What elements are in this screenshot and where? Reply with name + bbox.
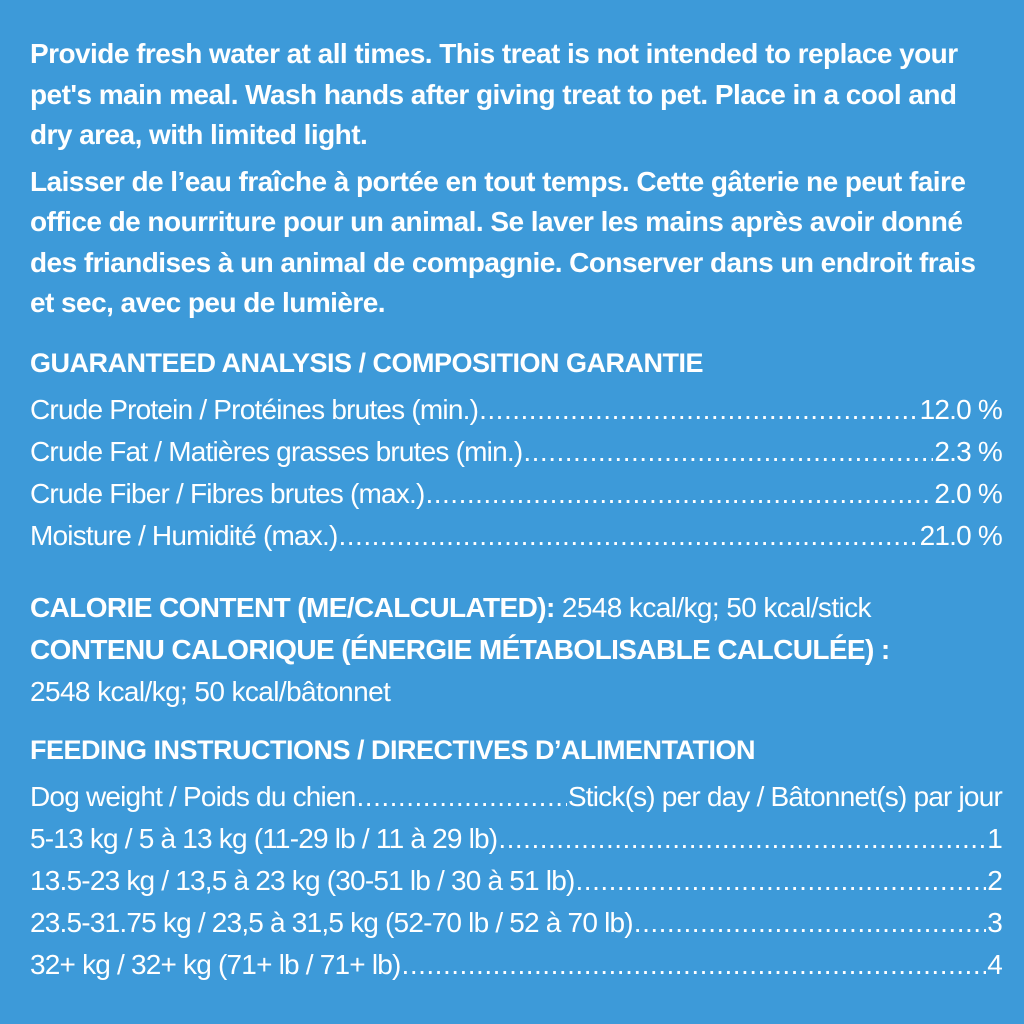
feeding-sticks: 2 xyxy=(987,864,1002,896)
analysis-label: Crude Fiber / Fibres brutes (max.) xyxy=(30,477,425,509)
feeding-row xyxy=(30,902,1002,944)
analysis-value: 12.0 % xyxy=(919,393,1002,425)
dot-leader xyxy=(425,473,933,515)
feeding-sticks: 4 xyxy=(987,948,1002,980)
dot-leader xyxy=(357,776,567,818)
calorie-french-label: CONTENU CALORIQUE (ÉNERGIE MÉTABOLISABLE CALCULÉE) : xyxy=(30,633,890,665)
calorie-english-label: CALORIE CONTENT (ME/CALCULATED): xyxy=(30,591,555,623)
dot-leader xyxy=(523,431,933,473)
feeding-weight: 13.5-23 kg / 13,5 à 23 kg (30-51 lb / 30 à 51 lb) xyxy=(30,864,575,896)
analysis-value: 21.0 % xyxy=(919,519,1002,551)
analysis-label: Crude Protein / Protéines brutes (min.) xyxy=(30,393,479,425)
calorie-english-value: 2548 kcal/kg; 50 kcal/stick xyxy=(554,591,871,623)
intro-french: Laisser de l’eau fraîche à portée en tout temps. Cette gâterie ne peut faire office de nourriture pour un animal. Se laver les mains après avoir donné des friandises à un animal de compagnie. Conserver dans un endroit frais et sec, avec peu de lumière. xyxy=(30,165,976,318)
analysis-heading: GUARANTEED ANALYSIS / COMPOSITION GARANTIE xyxy=(30,347,704,378)
analysis-table xyxy=(30,389,1002,557)
analysis-label: Crude Fat / Matières grasses brutes (min.) xyxy=(30,435,523,467)
feeding-heading: FEEDING INSTRUCTIONS / DIRECTIVES D’ALIMENTATION xyxy=(30,734,756,765)
feeding-header-weight: Dog weight / Poids du chien xyxy=(30,780,356,812)
calorie-content xyxy=(30,587,1002,713)
analysis-row-fat xyxy=(30,431,1002,473)
feeding-sticks: 1 xyxy=(987,822,1002,854)
dot-leader xyxy=(339,515,919,557)
feeding-weight: 32+ kg / 32+ kg (71+ lb / 71+ lb) xyxy=(30,948,401,980)
calorie-english xyxy=(30,587,1002,629)
feeding-row xyxy=(30,944,1002,986)
feeding-weight: 5-13 kg / 5 à 13 kg (11-29 lb / 11 à 29 lb) xyxy=(30,822,498,854)
dot-leader xyxy=(498,818,986,860)
dot-leader xyxy=(479,389,919,431)
analysis-row-protein xyxy=(30,389,1002,431)
feeding-table xyxy=(30,776,1002,986)
feeding-weight: 23.5-31.75 kg / 23,5 à 31,5 kg (52-70 lb / 52 à 70 lb) xyxy=(30,906,633,938)
feeding-sticks: 3 xyxy=(987,906,1002,938)
analysis-row-fiber xyxy=(30,473,1002,515)
analysis-label: Moisture / Humidité (max.) xyxy=(30,519,338,551)
feeding-header-sticks: Stick(s) per day / Bâtonnet(s) par jour xyxy=(567,780,1002,812)
feeding-header-row xyxy=(30,776,1002,818)
feeding-row xyxy=(30,818,1002,860)
analysis-value: 2.3 % xyxy=(934,435,1002,467)
calorie-french-value: 2548 kcal/kg; 50 kcal/bâtonnet xyxy=(30,675,391,707)
intro-english: Provide fresh water at all times. This treat is not intended to replace your pet's main meal. Wash hands after giving treat to pet. Place in a cool and dry area, with limited light. xyxy=(30,38,958,150)
feeding-row xyxy=(30,860,1002,902)
dot-leader xyxy=(576,860,987,902)
dot-leader xyxy=(402,944,987,986)
dot-leader xyxy=(634,902,986,944)
analysis-row-moisture xyxy=(30,515,1002,557)
analysis-value: 2.0 % xyxy=(934,477,1002,509)
